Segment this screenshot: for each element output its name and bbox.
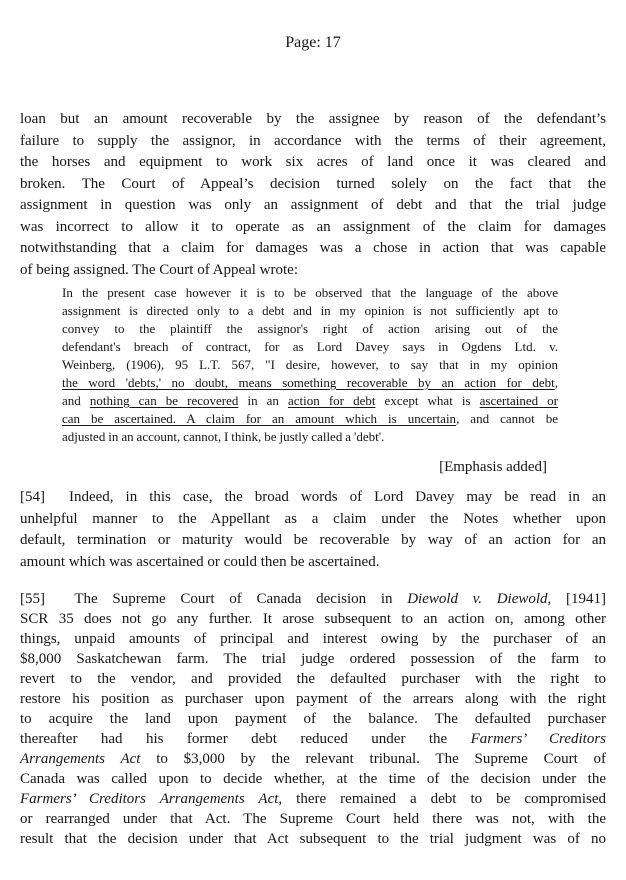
text-segment: or rearranged under that Act. The Supreme Court held there was not, with the — [20, 811, 606, 827]
text-segment: there remained a debt to be compromised — [282, 791, 606, 807]
text-line — [20, 530, 606, 552]
underlined-text: nothing can be recovered — [89, 393, 239, 408]
text-segment: $8,000 Saskatchewan farm. The trial judge ordered possession of the farm to — [20, 651, 606, 667]
text-line — [62, 320, 558, 338]
italic-text: Farmers’ Creditors — [470, 731, 607, 747]
text-line — [20, 509, 606, 531]
text-segment: loan but an amount recoverable by the assignee by reason of the defendant’s — [20, 111, 606, 127]
text-line — [20, 789, 606, 809]
text-line — [20, 195, 606, 217]
text-segment: amount which was ascertained or could then be ascertained. — [20, 553, 380, 570]
text-segment: the horses and equipment to work six acres of land once it was cleared and — [20, 154, 606, 170]
text-line — [20, 217, 606, 239]
text-segment: unhelpful manner to the Appellant as a claim under the Notes whether upon — [20, 510, 606, 527]
italic-text: Arrangements Act — [20, 751, 141, 767]
text-segment: Canada was called upon to decide whether, at the time of the decision under the — [20, 771, 606, 787]
text-segment: restore his position as purchaser upon payment of the arrears along with the right — [20, 691, 606, 707]
text-line — [20, 109, 606, 131]
text-line — [20, 629, 606, 649]
text-line — [20, 260, 606, 282]
text-segment: failure to supply the assignor, in accordance with the terms of their agreement, — [20, 132, 606, 149]
text-segment: notwithstanding that a claim for damages was a chose in action that was capable — [20, 240, 606, 256]
text-segment: thereafter had his former debt reduced under the — [20, 731, 471, 747]
underlined-text: action for debt — [288, 393, 376, 408]
italic-text: Farmers’ Creditors Arrangements Act, — [20, 791, 283, 807]
text-segment: to $3,000 by the relevant tribunal. The Supreme Court of — [140, 751, 606, 767]
paragraph-55 — [20, 589, 606, 849]
text-segment: convey to the plaintiff the assignor's right of action arising out of the — [62, 321, 558, 336]
underlined-text: can be ascertained. A claim for an amount which is uncertain — [62, 411, 457, 426]
text-line — [20, 769, 606, 789]
text-segment: [Emphasis added] — [439, 459, 547, 475]
text-segment: [55] The Supreme Court of Canada decision in — [20, 591, 408, 607]
text-line — [20, 552, 606, 574]
text-segment: except what is — [375, 393, 480, 408]
text-segment: SCR 35 does not go any further. It arose subsequent to an action on, among other — [20, 611, 606, 627]
text-line — [62, 374, 558, 392]
text-line — [20, 458, 606, 476]
text-segment: to acquire the land upon payment of the balance. The defaulted purchaser — [20, 711, 606, 727]
text-segment: Weinberg, (1906), 95 L.T. 567, "I desire, however, to say that in my opinion — [62, 357, 558, 372]
court-of-appeal-quote — [62, 284, 558, 446]
opening-paragraph — [20, 109, 606, 281]
text-line — [20, 487, 606, 509]
text-segment: In the present case however it is to be observed that the language of the above — [62, 285, 558, 300]
text-segment: was incorrect to allow it to operate as an assignment of the claim for damages — [20, 218, 606, 235]
text-line — [62, 428, 558, 446]
text-segment: [54] Indeed, in this case, the broad words of Lord Davey may be read in an — [20, 489, 606, 505]
text-segment: revert to the vendor, and provided the defaulted purchaser with the right to — [20, 671, 606, 687]
text-segment: defendant's breach of contract, for as Lord Davey says in Ogdens Ltd. v. — [62, 339, 558, 354]
text-segment: of being assigned. The Court of Appeal wrote: — [20, 261, 298, 278]
text-line — [20, 609, 606, 629]
text-line — [20, 749, 606, 769]
text-segment: , [1941] — [547, 591, 606, 607]
text-line — [20, 589, 606, 609]
text-segment: assignment is directed only to a debt and in my opinion is not sufficiently apt to — [62, 303, 558, 318]
text-line — [20, 669, 606, 689]
document-body — [0, 109, 626, 849]
emphasis-note — [20, 458, 606, 476]
text-line — [20, 131, 606, 153]
text-line — [20, 689, 606, 709]
text-segment: broken. The Court of Appeal’s decision turned solely on the fact that the — [20, 175, 606, 192]
paragraph-54 — [20, 487, 606, 573]
text-segment: in an — [238, 393, 288, 408]
text-line — [62, 356, 558, 374]
text-line — [62, 302, 558, 320]
underlined-text: ascertained or — [479, 393, 559, 408]
page-number-header: Page: 17 — [285, 34, 341, 51]
text-line — [20, 809, 606, 829]
text-line — [62, 392, 558, 410]
text-line — [20, 649, 606, 669]
text-segment: adjusted in an account, cannot, I think, be justly called a 'debt'. — [62, 429, 385, 444]
text-line — [20, 152, 606, 174]
text-line — [62, 410, 558, 428]
text-segment: result that the decision under that Act subsequent to the trial judgment was of no — [20, 831, 606, 847]
text-segment: , and cannot be — [456, 411, 558, 426]
text-line — [20, 829, 606, 849]
text-segment: , — [554, 375, 558, 390]
text-line — [20, 709, 606, 729]
text-segment: default, termination or maturity would be recoverable by way of an action for an — [20, 532, 606, 548]
text-line — [62, 284, 558, 302]
text-line — [20, 174, 606, 196]
text-line — [62, 338, 558, 356]
text-segment: assignment in question was only an assignment of debt and that the trial judge — [20, 197, 606, 213]
text-segment: things, unpaid amounts of principal and interest owing by the purchaser of an — [20, 631, 606, 647]
italic-text: Diewold v. Diewold — [407, 591, 548, 607]
text-line — [20, 238, 606, 260]
underlined-text: the word 'debts,' no doubt, means something recoverable by an action for debt — [62, 375, 555, 390]
text-line — [20, 729, 606, 749]
text-segment: and — [62, 393, 90, 408]
